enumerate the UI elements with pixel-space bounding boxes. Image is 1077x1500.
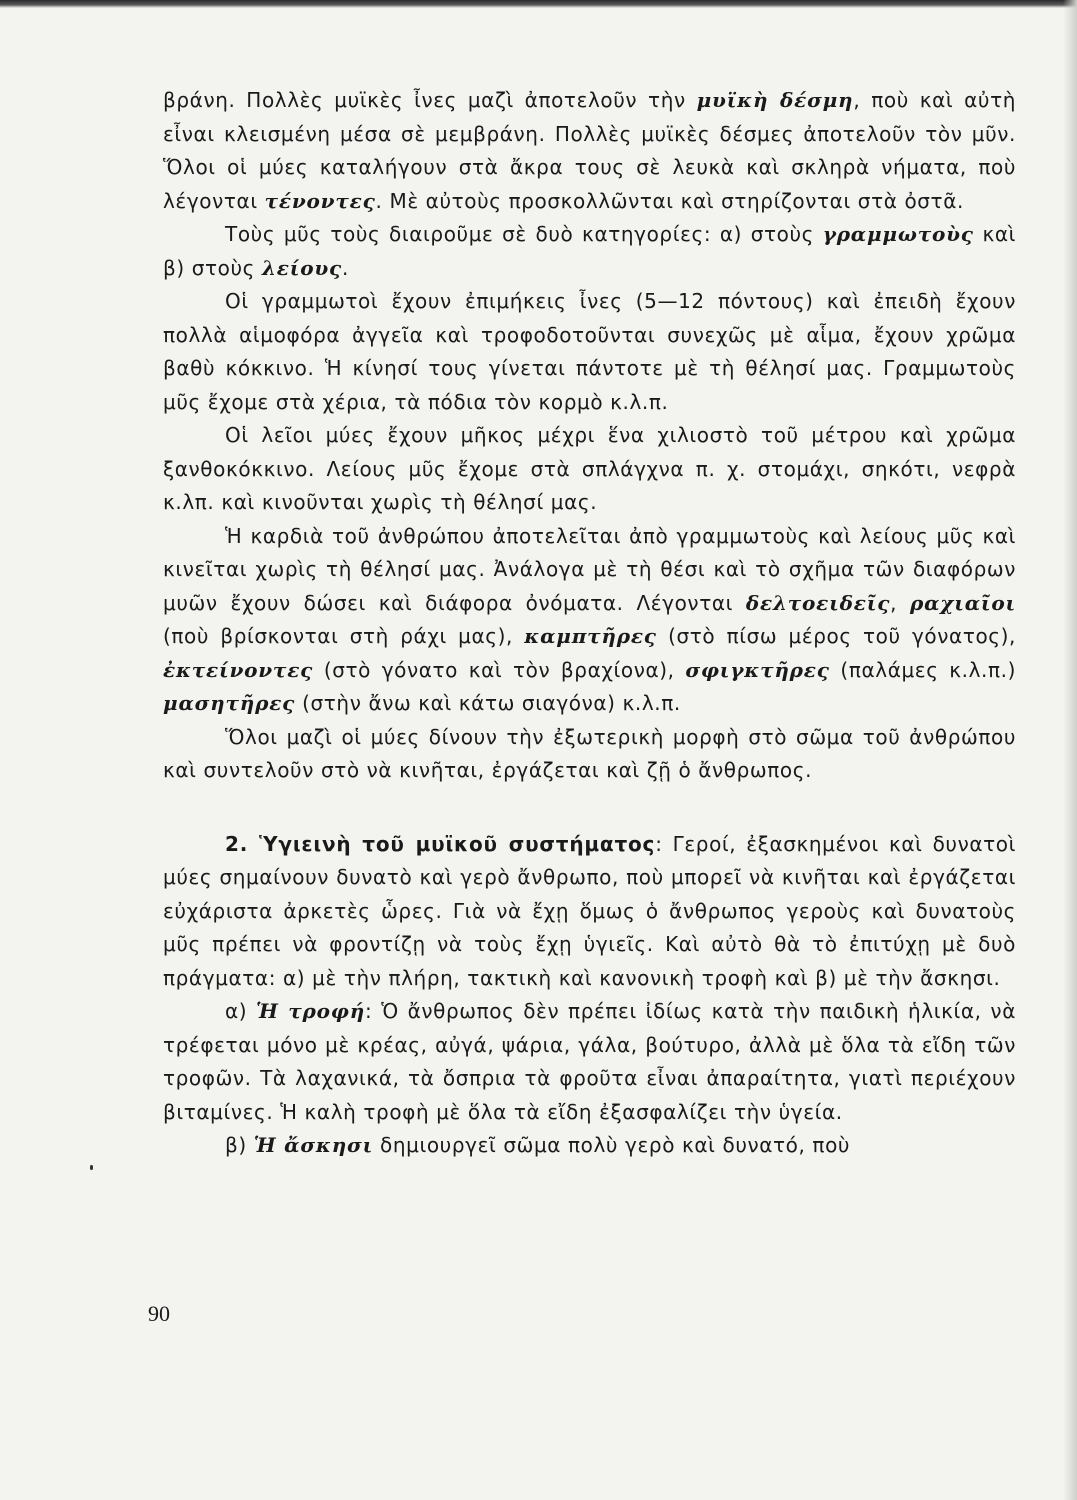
paragraph-text: (στὴν ἄνω καὶ κάτω σιαγόνα) κ.λ.π.: [295, 691, 681, 715]
paragraph-text: Οἱ λεῖοι μύες ἔχουν μῆκος μέχρι ἕνα χιλιοστὸ τοῦ μέτρου καὶ χρῶμα ξανθοκόκκινο. Λείους μῦς ἔχομε στὰ σπλάγχνα π. χ. στομάχι, σηκότι, νεφρὰ κ.λπ. καὶ κινοῦνται χωρὶς τὴ θέλησί μας.: [163, 423, 1016, 514]
term-sfigktires: σφιγκτῆρες: [685, 657, 830, 682]
term-deltoeideis: δελτοειδεῖς: [745, 590, 891, 615]
paragraph-text: .: [342, 255, 349, 280]
term-kamptires: καμπτῆρες: [524, 624, 657, 648]
scan-speck: [90, 1165, 93, 1170]
section-heading: 2. Ὑγιεινὴ τοῦ μυϊκοῦ συστήματος: [225, 831, 656, 856]
paragraph-nutrition: [163, 995, 1016, 1129]
paragraph-4: [163, 419, 1016, 520]
paragraph-text: . Μὲ αὐτοὺς προσκολλῶνται καὶ στηρίζονται στὰ ὀστᾶ.: [375, 188, 964, 213]
paragraph-text: β): [225, 1133, 254, 1157]
term-masitires: μασητῆρες: [163, 691, 296, 715]
paragraph-text: βράνη. Πολλὲς μυϊκὲς ἶνες μαζὶ ἀποτελοῦν τὴν: [163, 88, 697, 112]
paragraph-text: (στὸ πίσω μέρος τοῦ γόνατος),: [656, 624, 1016, 648]
paragraph-text: (ποὺ βρίσκονται στὴ ράχι μας),: [163, 624, 525, 648]
term-tenontes: τένοντες: [264, 188, 376, 213]
paragraph-2: [163, 218, 1016, 285]
paragraph-exercise: [163, 1129, 1016, 1163]
paragraph-5: [163, 520, 1016, 721]
paragraph-text: Ὅλοι μαζὶ οἱ μύες δίνουν τὴν ἐξωτερικὴ μορφὴ στὸ σῶμα τοῦ ἀνθρώπου καὶ συντελοῦν στὸ νὰ κινῆται, ἐργάζεται καὶ ζῇ ὁ ἄνθρωπος.: [163, 724, 1016, 782]
paragraph-text: : Γεροί, ἐξασκημένοι καὶ δυνατοὶ μύες σημαίνουν δυνατὸ καὶ γερὸ ἄνθρωπο, ποὺ μπορεῖ νὰ κινῆται καὶ ἐργάζεται εὐχάριστα ἀρκετὲς ὧρες. Γιὰ νὰ ἔχῃ ὅμως ὁ ἄνθρωπος γεροὺς καὶ δυνατοὺς μῦς πρέπει νὰ φροντίζῃ νὰ τοὺς ἔχῃ ὑγιεῖς. Καὶ αὐτὸ θὰ τὸ ἐπιτύχῃ μὲ δυὸ πράγματα: α) μὲ τὴν πλήρη, τακτικὴ καὶ κανονικὴ τροφὴ καὶ β) μὲ τὴν ἄσκησι.: [163, 831, 1016, 990]
paragraph-text: Ἡ καρδιὰ τοῦ ἀνθρώπου ἀποτελεῖται ἀπὸ γραμμωτοὺς καὶ λείους μῦς καὶ κινεῖται χωρὶς τὴ θέλησί μας. Ἀνάλογα μὲ τὴ θέσι καὶ τὸ σχῆμα τῶν διαφόρων μυῶν ἔχουν δώσει καὶ διάφορα ὀνόματα. Λέγονται: [163, 523, 1016, 615]
term-rachiaioi: ραχιαῖοι: [909, 590, 1016, 615]
paragraph-1: [163, 84, 1016, 218]
paragraph-text: ,: [890, 590, 910, 615]
page-text: [163, 84, 1016, 1163]
paragraph-text: : Ὁ ἄνθρωπος δὲν πρέπει ἰδίως κατὰ τὴν παιδικὴ ἡλικία, νὰ τρέφεται μόνο μὲ κρέας, αὐγά, ψάρια, γάλα, βούτυρο, ἀλλὰ μὲ ὅλα τὰ εἴδη τῶν τροφῶν. Τὰ λαχανικά, τὰ ὄσπρια τὰ φροῦτα εἶναι ἀπαραίτητα, γιατὶ περιέχουν βιταμίνες. Ἡ καλὴ τροφὴ μὲ ὅλα τὰ εἴδη ἐξασφαλίζει τὴν ὑγεία.: [163, 999, 1016, 1124]
term-trofi: Ἡ τροφή: [256, 999, 366, 1023]
page-number: 90: [148, 1301, 170, 1326]
paragraph-text: α): [225, 999, 256, 1023]
term-leious: λείους: [261, 255, 343, 280]
scan-top-edge: [0, 0, 1077, 8]
paragraph-6: [163, 721, 1016, 788]
term-askisi: Ἡ ἄσκησι: [253, 1133, 374, 1157]
paragraph-text: δημιουργεῖ σῶμα πολὺ γερὸ καὶ δυνατό, ποὺ: [373, 1133, 851, 1157]
term-ekteinontes: ἐκτείνοντες: [163, 657, 314, 682]
paragraph-3: [163, 285, 1016, 419]
paragraph-text: (παλάμες κ.λ.π.): [829, 657, 1016, 682]
scan-right-shadow: [1063, 0, 1077, 1500]
paragraph-text: καὶ β) στοὺς: [163, 222, 1016, 280]
paragraph-text: (στὸ γόνατο καὶ τὸν βραχίονα),: [313, 657, 686, 682]
paragraph-text: , ποὺ καὶ αὐτὴ εἶναι κλεισμένη μέσα σὲ μεμβράνη. Πολλὲς μυϊκὲς δέσμες ἀποτελοῦν τὸν μῦν. Ὅλοι οἱ μύες καταλήγουν στὰ ἄκρα τους σὲ λευκὰ καὶ σκληρὰ νήματα, ποὺ λέγονται: [163, 88, 1016, 213]
paragraph-text: Οἱ γραμμωτοὶ ἔχουν ἐπιμήκεις ἶνες (5—12 πόντους) καὶ ἐπειδὴ ἔχουν πολλὰ αἱμοφόρα ἀγγεῖα καὶ τροφοδοτοῦνται συνεχῶς μὲ αἷμα, ἔχουν χρῶμα βαθὺ κόκκινο. Ἡ κίνησί τους γίνεται πάντοτε μὲ τὴ θέλησί μας. Γραμμωτοὺς μῦς ἔχομε στὰ χέρια, τὰ πόδια τὸν κορμὸ κ.λ.π.: [163, 289, 1016, 414]
section-2-paragraph: [163, 828, 1016, 996]
paragraph-text: Τοὺς μῦς τοὺς διαιροῦμε σὲ δυὸ κατηγορίες: α) στοὺς: [225, 222, 823, 246]
term-grammotous: γραμμωτοὺς: [822, 222, 974, 246]
term-myiki-desmi: μυϊκὴ δέσμη: [696, 88, 854, 112]
